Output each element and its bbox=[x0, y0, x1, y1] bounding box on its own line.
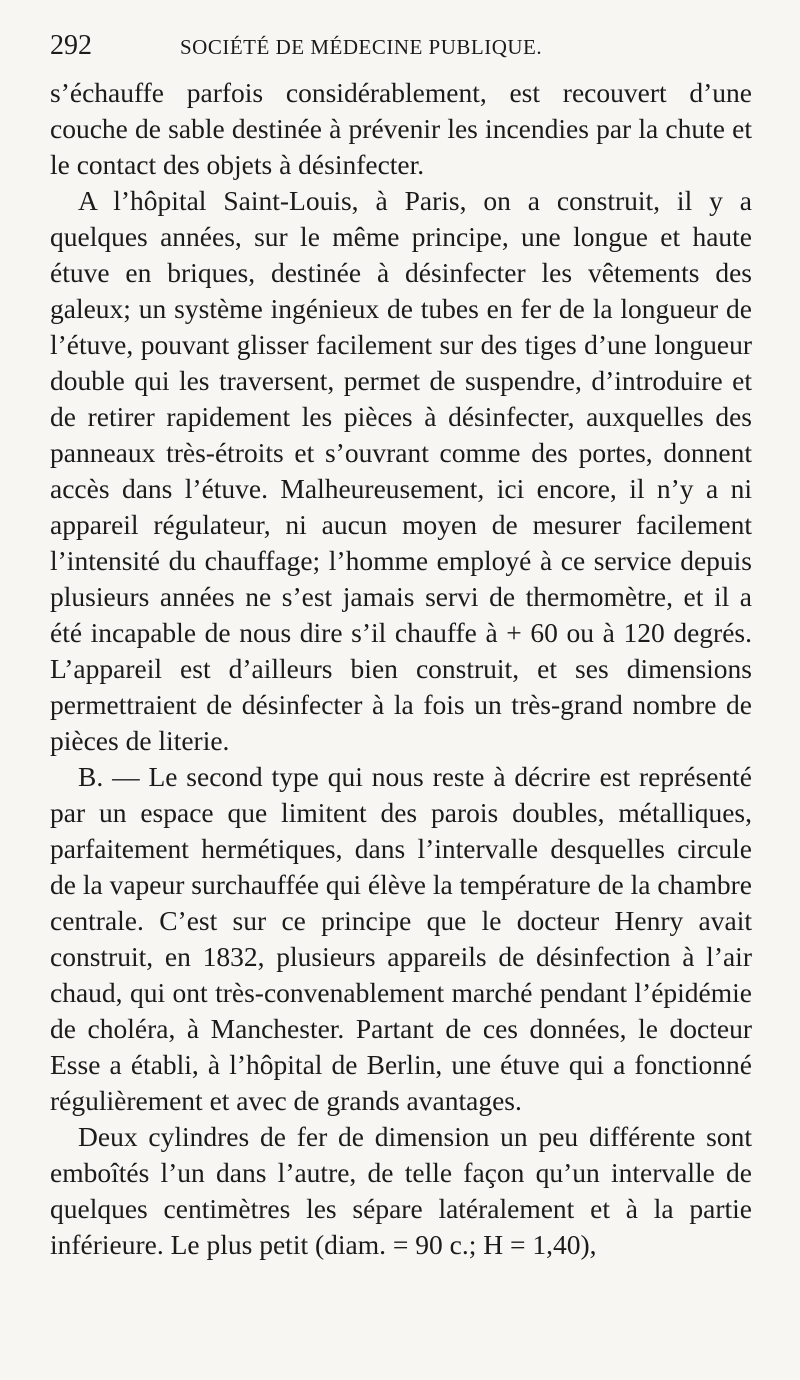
paragraph-cylinders: Deux cylindres de fer de dimension un peu différente sont emboîtés l’un dans l’autre, de telle façon qu’un intervalle de quelques centimètres les sépare latéralement et à la partie inférieure. Le plus petit (diam. = 90 c.; H = 1,40), bbox=[50, 1121, 752, 1260]
body-text bbox=[50, 75, 752, 1263]
running-head bbox=[50, 30, 752, 75]
paragraph-second-type: B. — Le second type qui nous reste à décrire est représenté par un espace que limitent des parois doubles, métalliques, parfaitement hermétiques, dans l’intervalle desquelles circule de la vapeur surchauffée qui élève la température de la chambre centrale. C’est sur ce principe que le docteur Henry avait construit, en 1832, plusieurs appareils de désinfection à l’air chaud, qui ont très-convenablement marché pendant l’épidémie de choléra, à Manchester. Partant de ces données, le docteur Esse a établi, à l’hôpital de Berlin, une étuve qui a fonctionné régulièrement et avec de grands avantages. bbox=[50, 761, 752, 1116]
paragraph-saint-louis: A l’hôpital Saint-Louis, à Paris, on a construit, il y a quelques années, sur le même principe, une longue et haute étuve en briques, destinée à désinfecter les vêtements des galeux; un système ingénieux de tubes en fer de la longueur de l’étuve, pouvant glisser facilement sur des tiges d’une longueur double qui les traversent, permet de suspendre, d’introduire et de retirer rapidement les pièces à désinfecter, auxquelles des panneaux très-étroits et s’ouvrant comme des portes, donnent accès dans l’étuve. Malheureusement, ici encore, il n’y a ni appareil régulateur, ni aucun moyen de mesurer facilement l’intensité du chauffage; l’homme employé à ce service depuis plusieurs années ne s’est jamais servi de thermomètre, et il a été incapable de nous dire s’il chauffe à + 60 ou à 120 degrés. L’appareil est d’ailleurs bien construit, et ses dimensions permettraient de désinfecter à la fois un très-grand nombre de pièces de literie. bbox=[50, 185, 752, 756]
running-title: SOCIÉTÉ DE MÉDECINE PUBLIQUE. bbox=[180, 35, 543, 59]
paragraph-continuation: s’échauffe parfois considérablement, est recouvert d’une couche de sable destinée à prévenir les incendies par la chute et le contact des objets à désinfecter. bbox=[50, 77, 752, 180]
page-number: 292 bbox=[50, 30, 92, 61]
